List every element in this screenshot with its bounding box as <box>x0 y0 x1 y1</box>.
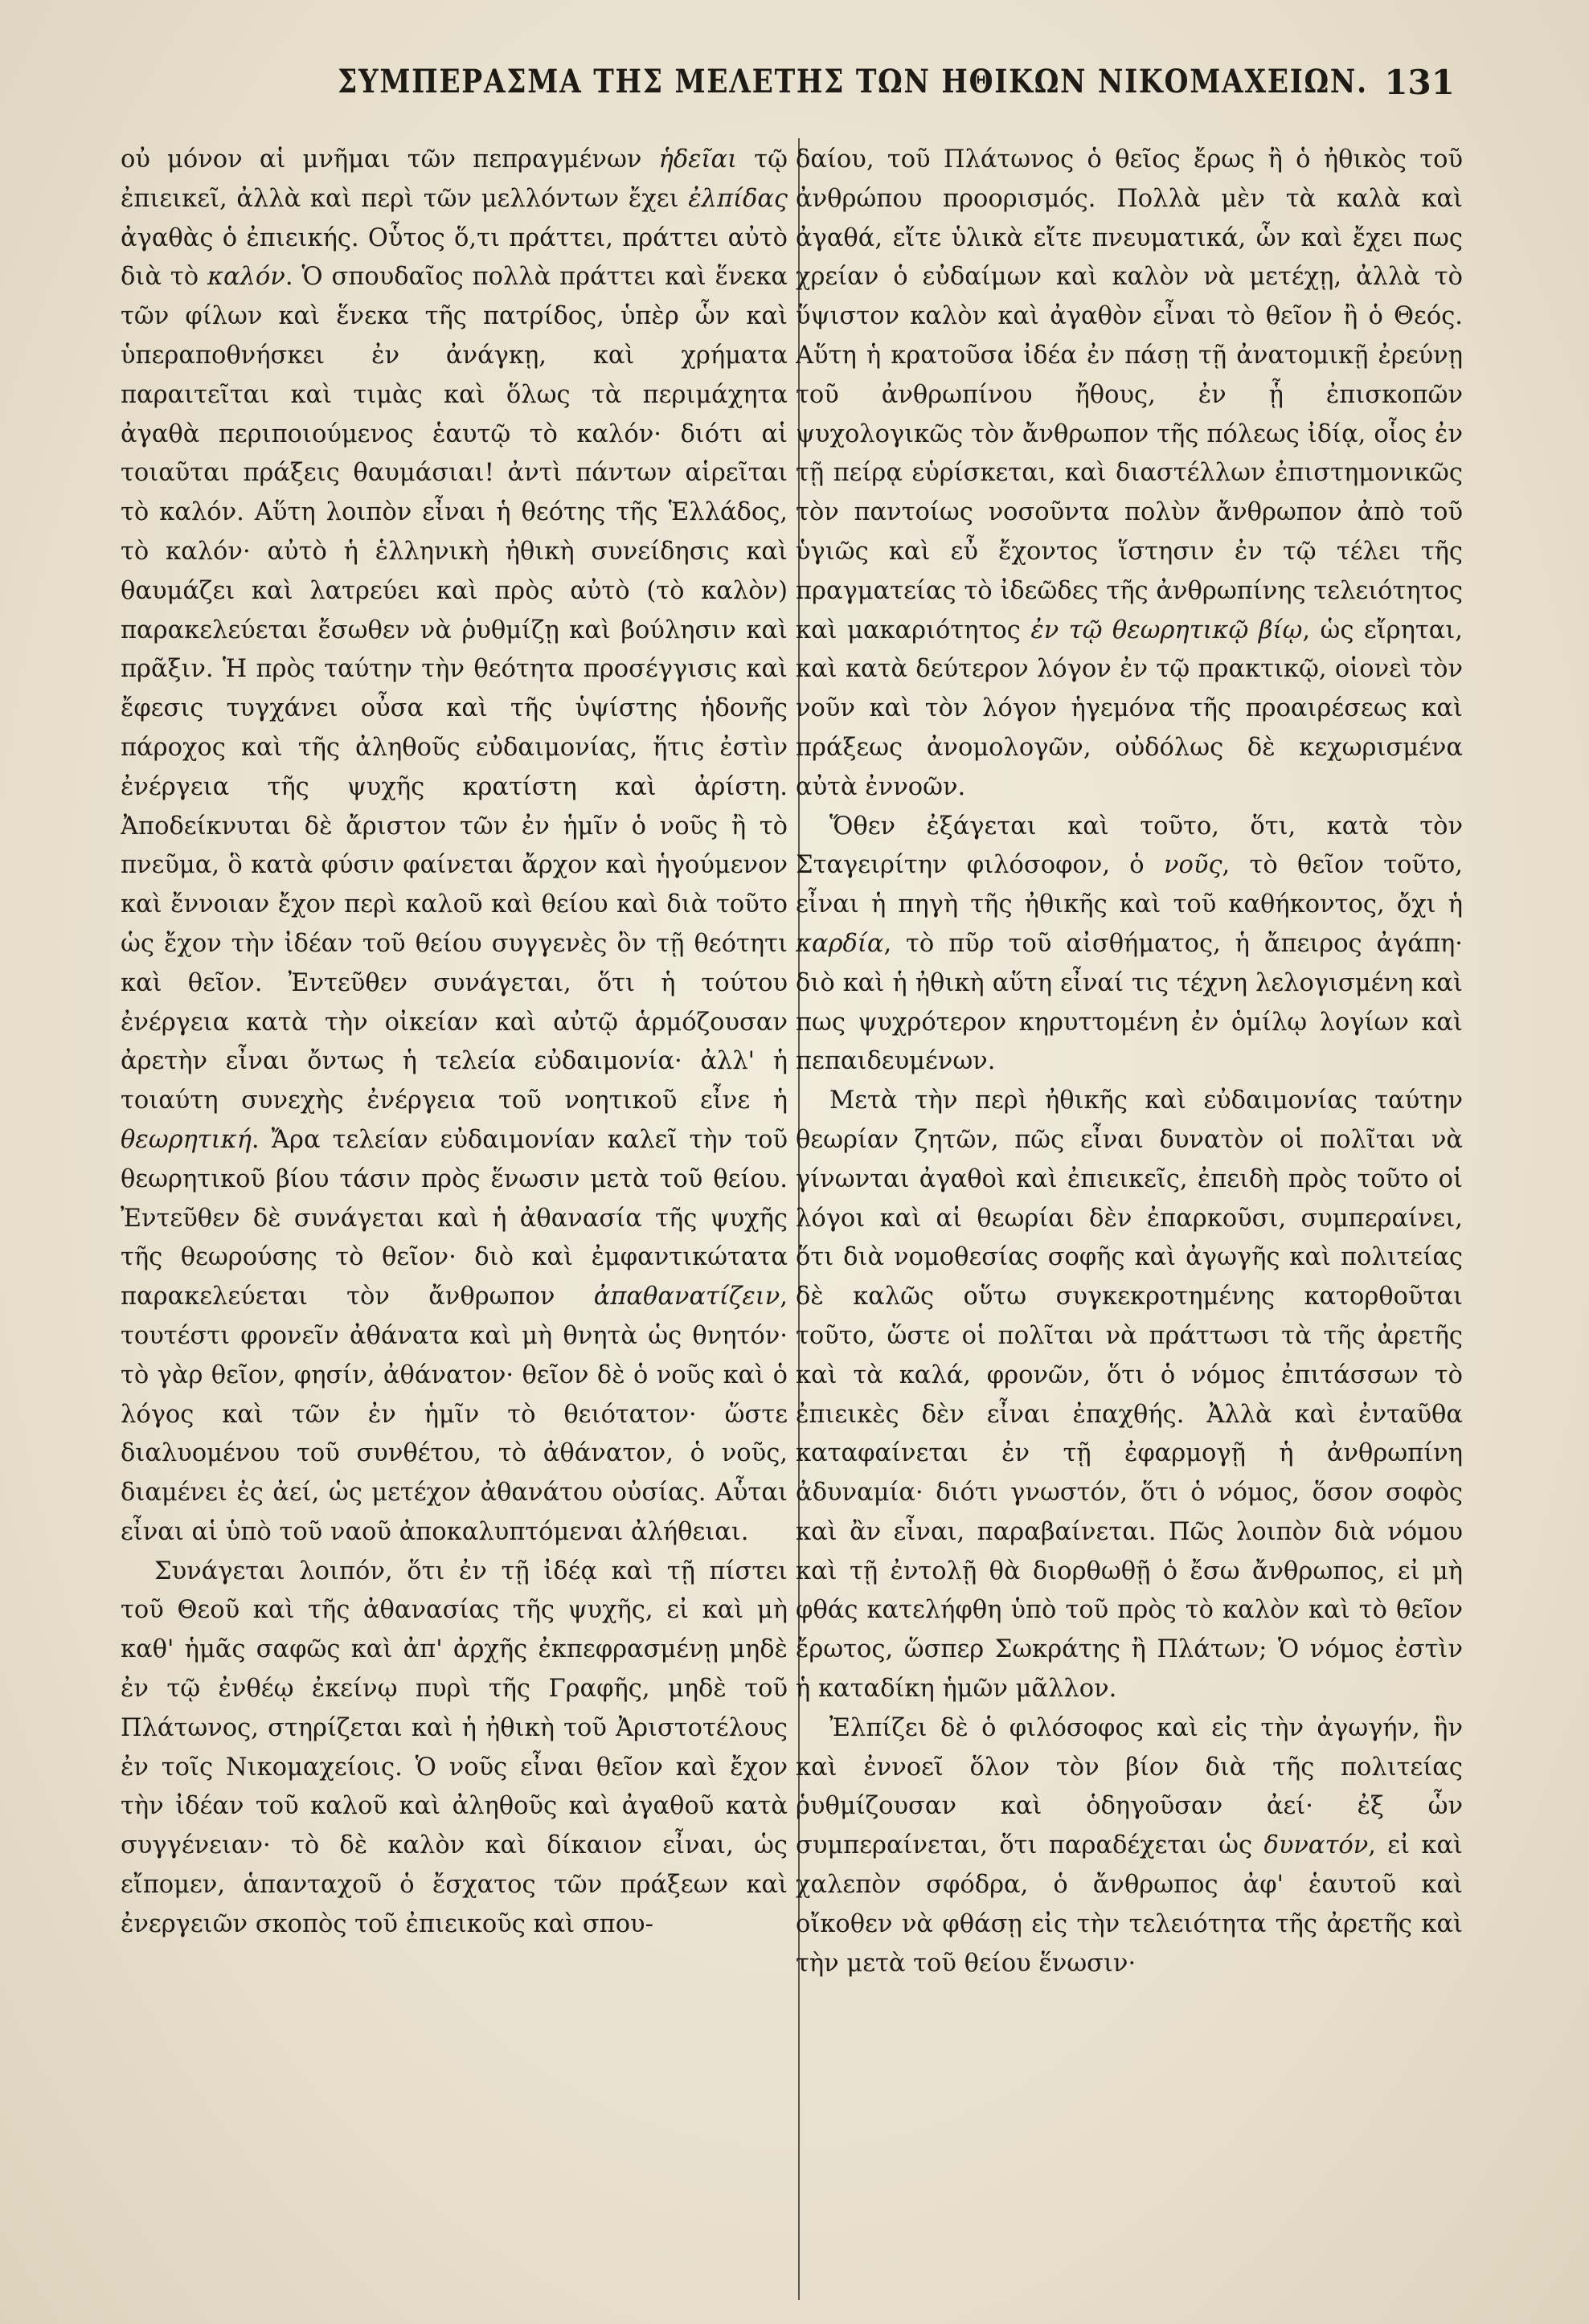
text-run: . Ὁ σπουδαῖος πολλὰ πράττει καὶ ἕνεκα τῶν φίλων καὶ ἕνεκα τῆς πατρίδος, ὑπὲρ ὧν καὶ ὑπεραποθνήσκει ἐν ἀνάγκῃ, καὶ χρήματα παραιτεῖται καὶ τιμὰς καὶ ὅλως τὰ περιμάχητα ἀγαθὰ περιποιούμενος ἑαυτῷ τὸ καλόν· διότι αἱ τοιαῦται πράξεις θαυμάσιαι! ἀντὶ πάντων αἱρεῖται τὸ καλόν. Αὕτη λοιπὸν εἶναι ἡ θεότης τῆς Ἑλλάδος, τὸ καλόν· αὐτὸ ἡ ἑλληνικὴ ἠθικὴ συνείδησις καὶ θαυμάζει καὶ λατρεύει καὶ πρὸς αὐτὸ (τὸ καλὸν) παρακελεύεται ἔσωθεν νὰ ῥυθμίζῃ καὶ βούλησιν καὶ πρᾶξιν. Ἡ πρὸς ταύτην τὴν θεότητα προσέγγισις καὶ ἔφεσις τυγχάνει οὖσα καὶ τῆς ὑψίστης ἡδονῆς πάροχος καὶ τῆς ἀληθοῦς εὐδαιμονίας, ἥτις ἐστὶν ἐνέργεια τῆς ψυχῆς κρατίστη καὶ ἀρίστη. Ἀποδείκνυται δὲ ἄριστον τῶν ἐν ἡμῖν ὁ νοῦς ἢ τὸ πνεῦμα, ὃ κατὰ φύσιν φαίνεται ἄρχον καὶ ἡγούμενον καὶ ἔννοιαν ἔχον περὶ καλοῦ καὶ θείου καὶ διὰ τοῦτο ὡς ἔχον τὴν ἰδέαν τοῦ θείου συγγενὲς ὂν τῇ θεότητι καὶ θεῖον. Ἐντεῦθεν συνάγεται, ὅτι ἡ τούτου ἐνέργεια κατὰ τὴν οἰκείαν καὶ αὐτῷ ἁρμόζουσαν ἀρετὴν εἶναι ὄντως ἡ τελεία εὐδαιμονία· ἀλλ' ἡ τοιαύτη συνεχὴς ἐνέργεια τοῦ νοητικοῦ εἶνε ἡ <box>121 263 788 1115</box>
text-run: , τὸ θεῖον τοῦτο, εἶναι ἡ πηγὴ τῆς ἠθικῆς καὶ τοῦ καθήκοντος, ὄχι ἡ <box>796 851 1463 919</box>
text-run: οὐ μόνον αἱ μνῆμαι τῶν πεπραγμένων <box>121 145 659 174</box>
text-run: , ὡς εἴρηται, καὶ κατὰ δεύτερον λόγον ἐν τῷ πρακτικῷ, οἱονεὶ τὸν νοῦν καὶ τὸν λόγον ἡγεμόνα τῆς προαιρέσεως καὶ πράξεως ἀνομολογῶν, οὐδόλως δὲ κεχωρισμένα αὐτὰ ἐννοῶν. <box>796 616 1463 801</box>
italic-term: καλόν <box>207 263 285 292</box>
running-header <box>121 56 1455 113</box>
text-run: , τὸ πῦρ τοῦ αἰσθήματος, ἡ ἄπειρος ἀγάπη· διὸ καὶ ἡ ἠθικὴ αὕτη εἶναί τις τέχνη λελογισμένη καὶ πως ψυχρότερον κηρυττομένη ἐν ὁμίλῳ λογίων καὶ πεπαιδευμένων. <box>796 929 1463 1076</box>
right-paragraph-4 <box>796 1709 1463 1984</box>
left-paragraph-1 <box>121 141 788 1553</box>
page-number: 131 <box>1384 63 1455 102</box>
italic-term: θεωρητική <box>121 1125 252 1154</box>
right-paragraph-1 <box>796 141 1463 808</box>
left-column <box>121 141 788 2310</box>
text-run: δαίου, τοῦ Πλάτωνος ὁ θεῖος ἔρως ἢ ὁ ἠθικὸς τοῦ ἀνθρώπου προορισμός. Πολλὰ μὲν τὰ καλὰ καὶ ἀγαθά, εἴτε ὑλικὰ εἴτε πνευματικά, ὧν καὶ ἔχει πως χρείαν ὁ εὐδαίμων καὶ καλὸν νὰ μετέχῃ, ἀλλὰ τὸ ὕψιστον καλὸν καὶ ἀγαθὸν εἶναι τὸ θεῖον ἢ ὁ Θεός. Αὕτη ἡ κρατοῦσα ἰδέα ἐν πάσῃ τῇ ἀνατομικῇ ἐρεύνῃ τοῦ ἀνθρωπίνου ἤθους, ἐν ᾗ ἐπισκοπῶν ψυχολογικῶς τὸν ἄνθρωπον τῆς πόλεως ἰδίᾳ, οἷος ἐν τῇ πείρᾳ εὑρίσκεται, καὶ διαστέλλων ἐπιστημονικῶς τὸν παντοίως νοσοῦντα πολὺν ἄνθρωπον ἀπὸ τοῦ ὑγιῶς καὶ εὖ ἔχοντος ἵστησιν ἐν τῷ τέλει τῆς πραγματείας τὸ ἰδεῶδες τῆς ἀνθρωπίνης τελειότητος καὶ μακαριότητος <box>796 145 1463 644</box>
italic-term: καρδία <box>796 929 884 958</box>
italic-term: δυνατόν <box>1263 1831 1369 1860</box>
italic-term: ἡδεῖαι <box>658 145 738 174</box>
italic-term: ἐν τῷ θεωρητικῷ βίῳ <box>1030 616 1303 644</box>
text-run: τῷ ἐπιεικεῖ, ἀλλὰ καὶ περὶ τῶν μελλόντων ἔχει <box>121 145 788 213</box>
left-paragraph-2: Συνάγεται λοιπόν, ὅτι ἐν τῇ ἰδέᾳ καὶ τῇ πίστει τοῦ Θεοῦ καὶ τῆς ἀθανασίας τῆς ψυχῆς, εἰ καὶ μὴ καθ' ἡμᾶς σαφῶς καὶ ἀπ' ἀρχῆς ἐκπεφρασμένῃ μηδὲ ἐν τῷ ἐνθέῳ ἐκείνῳ πυρὶ τῆς Γραφῆς, μηδὲ τοῦ Πλάτωνος, στηρίζεται καὶ ἡ ἠθικὴ τοῦ Ἀριστοτέλους ἐν τοῖς Νικομαχείοις. Ὁ νοῦς εἶναι θεῖον καὶ ἔχον τὴν ἰδέαν τοῦ καλοῦ καὶ ἀληθοῦς καὶ ἀγαθοῦ κατὰ συγγένειαν· τὸ δὲ καλὸν καὶ δίκαιον εἶναι, ὡς εἴπομεν, ἁπανταχοῦ ὁ ἔσχατος τῶν πράξεων καὶ ἐνεργειῶν σκοπὸς τοῦ ἐπιεικοῦς καὶ σπου- <box>121 1557 788 1938</box>
italic-term: ἐλπίδας <box>688 184 788 213</box>
text-run: Ἐλπίζει δὲ ὁ φιλόσοφος καὶ εἰς τὴν ἀγωγήν, ἣν καὶ ἐννοεῖ ὅλον τὸν βίον διὰ τῆς πολιτείας ῥυθμίζουσαν καὶ ὁδηγοῦσαν ἀεί· ἐξ ὧν συμπεραίνεται, ὅτι παραδέχεται ὡς <box>796 1713 1463 1860</box>
running-title: ΣΥΜΠΕΡΑΣΜΑ ΤΗΣ ΜΕΛΕΤΗΣ ΤΩΝ ΗΘΙΚΩΝ ΝΙΚΟΜΑΧΕΙΩΝ. <box>338 63 1368 100</box>
italic-term: ἀπαθανατίζειν <box>593 1283 780 1311</box>
text-run: . Ἄρα τελείαν εὐδαιμονίαν καλεῖ τὴν τοῦ θεωρητικοῦ βίου τάσιν πρὸς ἕνωσιν μετὰ τοῦ θείου. Ἐντεῦθεν δὲ συνάγεται καὶ ἡ ἀθανασία τῆς ψυχῆς τῆς θεωρούσης τὸ θεῖον· διὸ καὶ ἐμφαντικώτατα παρακελεύεται τὸν ἄνθρωπον <box>121 1125 788 1311</box>
italic-term: νοῦς <box>1163 851 1222 880</box>
text-run: ἀγαθὰς ὁ ἐπιεικής. Οὗτος ὅ,τι πράττει, πράττει αὐτὸ διὰ τὸ <box>121 223 788 292</box>
right-paragraph-3: Μετὰ τὴν περὶ ἠθικῆς καὶ εὐδαιμονίας ταύτην θεωρίαν ζητῶν, πῶς εἶναι δυνατὸν οἱ πολῖται νὰ γίνωνται ἀγαθοὶ καὶ ἐπιεικεῖς, ἐπειδὴ πρὸς τοῦτο οἱ λόγοι καὶ αἱ θεωρίαι δὲν ἐπαρκοῦσι, συμπεραίνει, ὅτι διὰ νομοθεσίας σοφῆς καὶ ἀγωγῆς καὶ πολιτείας δὲ καλῶς οὕτω συγκεκροτημένης κατορθοῦται τοῦτο, ὥστε οἱ πολῖται νὰ πράττωσι τὰ τῆς ἀρετῆς καὶ τὰ καλά, φρονῶν, ὅτι ὁ νόμος ἐπιτάσσων τὸ ἐπιεικὲς δὲν εἶναι ἐπαχθής. Ἀλλὰ καὶ ἐνταῦθα καταφαίνεται ἐν τῇ ἐφαρμογῇ ἡ ἀνθρωπίνη ἀδυναμία· διότι γνωστόν, ὅτι ὁ νόμος, ὅσον σοφὸς καὶ ἂν εἶναι, παραβαίνεται. Πῶς λοιπὸν διὰ νόμου καὶ τῇ ἐντολῇ θὰ διορθωθῇ ὁ ἔσω ἄνθρωπος, εἰ μὴ φθάς κατελήφθη ὑπὸ τοῦ πρὸς τὸ καλὸν καὶ τὸ θεῖον ἔρωτος, ὥσπερ Σωκράτης ἢ Πλάτων; Ὁ νόμος ἐστὶν ἡ καταδίκη ἡμῶν μᾶλλον. <box>796 1086 1463 1704</box>
right-column <box>796 141 1463 2310</box>
right-paragraph-2 <box>796 808 1463 1082</box>
text-run: , τουτέστι φρονεῖν ἀθάνατα καὶ μὴ θνητὰ ὡς θνητόν· τὸ γὰρ θεῖον, φησίν, ἀθάνατον· θεῖον δὲ ὁ νοῦς καὶ ὁ λόγος καὶ τῶν ἐν ἡμῖν τὸ θειότατον· ὥστε διαλυομένου τοῦ συνθέτου, τὸ ἀθάνατον, ὁ νοῦς, διαμένει ἐς ἀεί, ὡς μετέχον ἀθανάτου οὐσίας. Αὗται εἶναι αἱ ὑπὸ τοῦ ναοῦ ἀποκαλυπτόμεναι ἀλήθειαι. <box>121 1283 788 1546</box>
text-run: Ὅθεν ἐξάγεται καὶ τοῦτο, ὅτι, κατὰ τὸν Σταγειρίτην φιλόσοφον, ὁ <box>796 812 1463 880</box>
text-run: , εἰ καὶ χαλεπὸν σφόδρα, ὁ ἄνθρωπος ἀφ' ἑαυτοῦ καὶ οἴκοθεν νὰ φθάσῃ εἰς τὴν τελειότητα τῆς ἀρετῆς καὶ τὴν μετὰ τοῦ θείου ἕνωσιν· <box>796 1831 1463 1978</box>
